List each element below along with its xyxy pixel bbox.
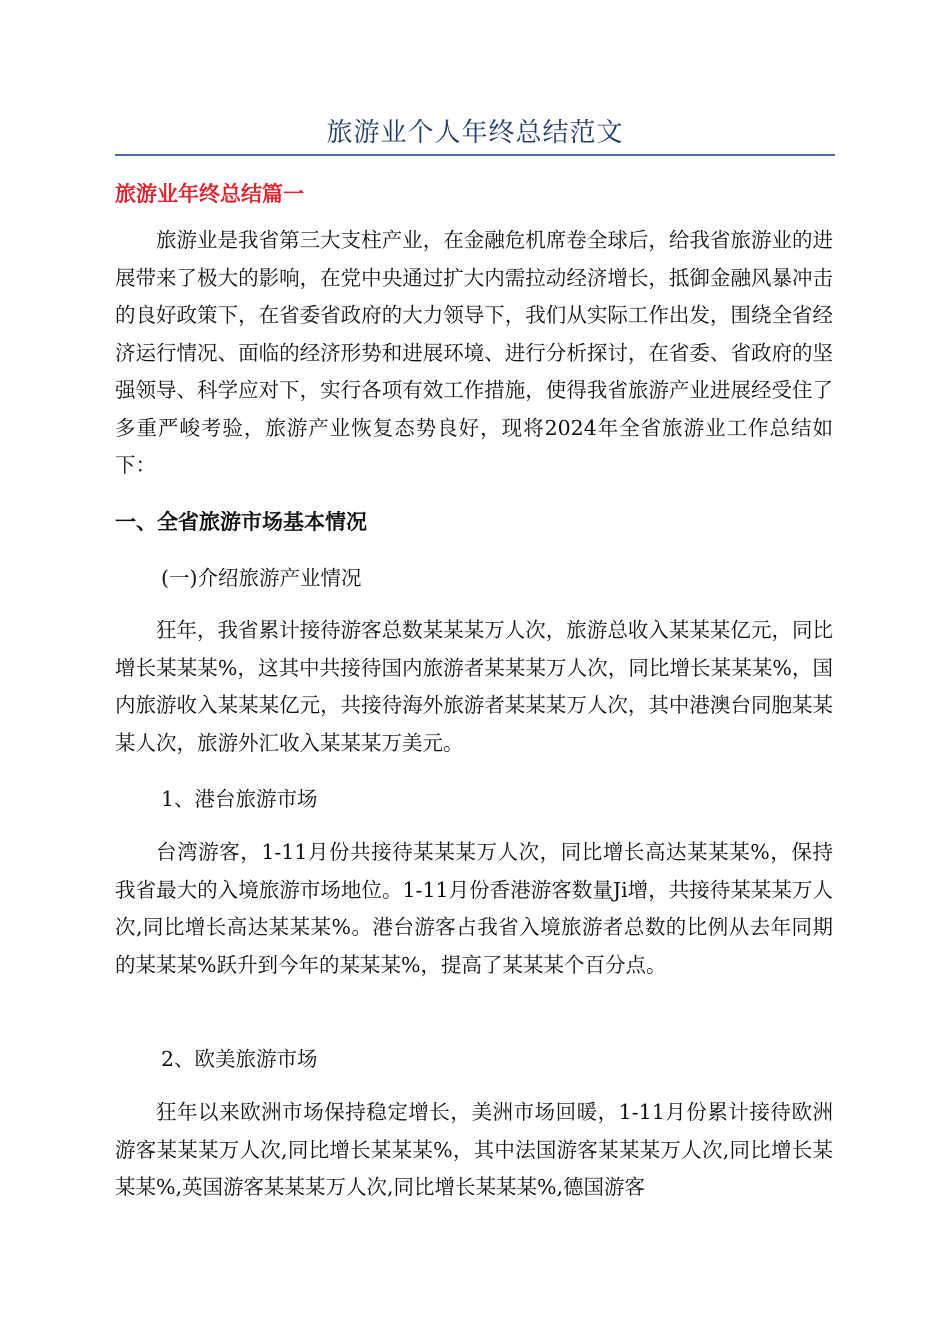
paragraph-overview: 狂年，我省累计接待游客总数某某某万人次，旅游总收入某某某亿元，同比增长某某某%，这其中共接待国内旅游者某某某万人次，同比增长某某某%，国内旅游收入某某某亿元，共接待海外旅游者某某某万人次，其中港澳台同胞某某某人次，旅游外汇收入某某某万美元。: [115, 618, 833, 755]
subheading-eu-us-market: 2、欧美旅游市场: [161, 1047, 318, 1071]
heading-market-overview: 一、全省旅游市场基本情况: [115, 510, 367, 534]
paragraph-hk-tw-market: 台湾游客，1-11月份共接待某某某万人次，同比增长高达某某某%，保持我省最大的入境旅游市场地位。1-11月份香港游客数量Ji增，共接待某某某万人次,同比增长高达某某某%。港台游客占我省入境旅游者总数的比例从去年同期的某某某%跃升到今年的某某某%，提高了某某某个百分点。: [115, 840, 833, 977]
title-underline-divider: [115, 154, 835, 156]
subheading-hk-tw-market: 1、港台旅游市场: [161, 787, 318, 811]
paragraph-eu-us-market: 狂年以来欧洲市场保持稳定增长，美洲市场回暖，1-11月份累计接待欧洲游客某某某万人次,同比增长某某某%，其中法国游客某某某万人次,同比增长某某某%,英国游客某某某万人次,同比增长某某某%,德国游客: [115, 1100, 833, 1199]
intro-paragraph: 旅游业是我省第三大支柱产业，在金融危机席卷全球后，给我省旅游业的进展带来了极大的影响，在党中央通过扩大内需拉动经济增长，抵御金融风暴冲击的良好政策下，在省委省政府的大力领导下，我们从实际工作出发，围绕全省经济运行情况、面临的经济形势和进展环境、进行分析探讨，在省委、省政府的坚强领导、科学应对下，实行各项有效工作措施，使得我省旅游产业进展经受住了多重严峻考验，旅游产业恢复态势良好，现将2024年全省旅游业工作总结如下：: [115, 228, 833, 477]
section-title: 旅游业年终总结篇一: [115, 182, 304, 206]
subheading-industry-intro: (一)介绍旅游产业情况: [161, 566, 362, 590]
document-title: 旅游业个人年终总结范文: [326, 118, 624, 148]
